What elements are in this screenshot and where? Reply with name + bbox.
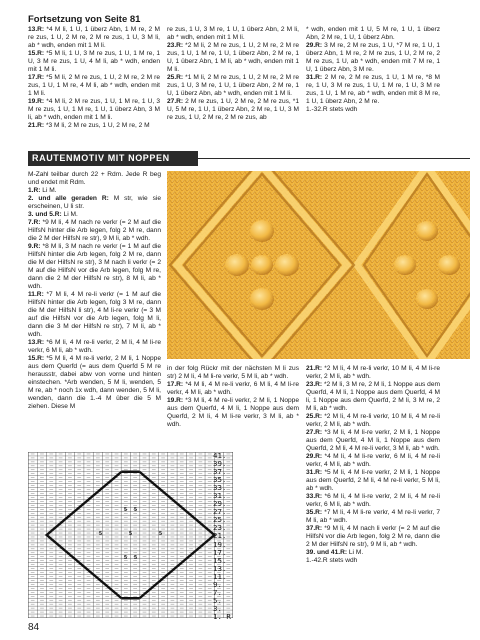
instruction-paragraph xyxy=(306,509,440,525)
bobble-symbol: 5 xyxy=(159,531,162,537)
row-instruction-text: *2 M li, 4 M re-li verkr, 10 M li, 4 M li-re verkr, 2 M li, ab * wdh. xyxy=(306,365,440,380)
instruction-paragraph xyxy=(28,219,161,243)
row-instruction-text: *5 M li, 1 U, 3 M re zus, 1 U, 1 M re, 1 U, 3 M re zus, 1 U, 4 M li, ab * wdh, enden mit 1 M li. xyxy=(28,50,160,73)
chart-row-label: 9. xyxy=(213,579,222,589)
knitting-chart xyxy=(28,452,233,618)
section-title: RAUTENMOTIV MIT NOPPEN xyxy=(28,151,198,166)
row-instruction-text: in der folg Rückr mit der nächsten M li zus str) 2 M li, 4 M li-re verkr, 5 M li, ab * wdh. xyxy=(167,365,299,380)
row-label: 23.R: xyxy=(306,381,323,388)
bobble-symbol: 5 xyxy=(129,531,132,537)
row-instruction-text: Li M. xyxy=(61,211,78,218)
instruction-paragraph xyxy=(167,397,299,429)
row-instruction-text: 2 M re, 2 M re zus, 1 U, 1 M re, *8 M re, 1 U, 3 M re zus, 1 U, 1 M re, 1 U, 3 M re zus, 1 U, 1 M re, ab * wdh, enden mit 8 M re, 1 U, 1 überz Abn, 2 M re. xyxy=(306,74,440,105)
row-label: 31.R: xyxy=(306,74,323,81)
instruction-paragraph xyxy=(28,243,161,291)
instruction-paragraph xyxy=(28,355,161,411)
instruction-paragraph xyxy=(167,365,299,381)
instruction-paragraph xyxy=(306,106,440,114)
row-instruction-text: * wdh, enden mit 1 U, 5 M re, 1 U, 1 überz Abn, 2 M re, 1 U, 1 überz Abn. xyxy=(306,26,440,41)
chart-row-label: 19. xyxy=(213,539,227,549)
instruction-paragraph xyxy=(306,42,440,74)
row-label: 27.R: xyxy=(306,429,323,436)
bobble-symbol: 5 xyxy=(124,507,127,513)
text-column-instructions-3 xyxy=(306,365,440,627)
instruction-paragraph xyxy=(28,122,160,130)
instruction-paragraph xyxy=(167,98,299,122)
row-instruction-text: *7 M li, 4 M li-re verkr, 4 M re-li verkr, 7 M li, ab * wdh. xyxy=(306,509,440,524)
row-label: 15.R: xyxy=(28,355,45,362)
instruction-paragraph xyxy=(167,42,299,74)
row-label: 29.R: xyxy=(306,453,323,460)
text-column-top-1 xyxy=(28,26,160,146)
row-instruction-text: Li M. xyxy=(40,187,57,194)
instruction-paragraph xyxy=(306,365,440,381)
row-label: 31.R: xyxy=(306,469,323,476)
row-instruction-text: 3 M re, 2 M re zus, 1 U, *7 M re, 1 U, 1 überz Abn, 1 M re, 2 M re zus, 1 U, 2 M re, 2 M re zus, 1 U, ab * wdh, enden mit 7 M re, 1 U, 1 überz Abn, 3 M re. xyxy=(306,42,440,73)
instruction-paragraph xyxy=(306,381,440,413)
row-instruction-text: *8 M li, 3 M nach re verkr (= 1 M auf die HilfsN hinter die Arb legen, folg 2 M re, dann die M der HilfsN re str), 3 M nach li verkr (= 2 M auf die HilfsN vor die Arb legen, folg M re, dann die 2 M der HilfsN re str), 8 M li, ab * wdh. xyxy=(28,243,161,290)
row-label: 23.R: xyxy=(167,42,184,49)
instruction-paragraph xyxy=(28,74,160,98)
chart-row-label: 23. xyxy=(213,523,227,533)
row-label: 1.R: xyxy=(28,187,41,194)
chart-row-label: 33. xyxy=(213,483,227,493)
swatch-image xyxy=(167,171,470,359)
row-label: 11.R: xyxy=(28,291,44,298)
row-instruction-text: *2 M li, 3 M re, 2 M li, 1 Noppe aus dem Querfd, 4 M li, 1 Noppe aus dem Querfd, 4 M li, 1 Noppe aus dem Querfd, 2 M li, 3 M re, 2 M li, ab * wdh. xyxy=(306,381,440,412)
instruction-paragraph xyxy=(167,26,299,42)
text-column-top-2 xyxy=(167,26,299,146)
bobble-symbol: 5 xyxy=(124,555,127,561)
instruction-paragraph xyxy=(28,187,161,195)
chart-row-label: 27. xyxy=(213,507,227,517)
chart-row-label: 13. xyxy=(213,563,227,573)
instruction-paragraph xyxy=(28,195,161,211)
row-label: 15.R: xyxy=(28,50,45,57)
instruction-paragraph xyxy=(306,525,440,549)
chart-row-label: 1. R xyxy=(213,611,231,621)
chart-row-label: 37. xyxy=(213,467,227,477)
row-label: 13.R: xyxy=(28,339,45,346)
text-column-instructions-2 xyxy=(167,365,299,449)
chart-row-label: 41. xyxy=(213,451,227,460)
row-label: 9.R: xyxy=(28,243,41,250)
bobble-symbol: 5 xyxy=(99,531,102,537)
instruction-paragraph xyxy=(306,469,440,493)
instruction-paragraph xyxy=(28,50,160,74)
row-instruction-text: re zus, 1 U, 3 M re, 1 U, 1 überz Abn, 2 M li, ab * wdh, enden mit 1 M li. xyxy=(167,26,299,41)
chart-row-label: 3. xyxy=(213,603,222,613)
row-instruction-text: *2 M li, 4 M re-li verkr, 10 M li, 4 M re-li verkr, 2 M li, ab * wdh. xyxy=(306,413,440,428)
row-instruction-text: *5 M li, 4 M li-re verkr, 2 M li, 1 Noppe aus dem Querfd, 2 M li, 4 M re-li verkr, 5 M li, ab * wdh. xyxy=(306,469,440,492)
row-label: 39. und 41.R: xyxy=(306,549,348,556)
row-instruction-text: *6 M li, 4 M li-re verkr, 2 M li, 4 M re-li verkr, 6 M li, ab * wdh. xyxy=(306,493,440,508)
row-instruction-text: *6 M li, 4 M re-li verkr, 2 M li, 4 M li-re verkr, 6 M li, ab * wdh. xyxy=(28,339,161,354)
row-label: 19.R: xyxy=(28,98,45,105)
row-instruction-text: *1 M li, 2 M re zus, 1 U, 2 M re, 2 M re zus, 1 U, 3 M re, 1 U, 1 überz Abn, 2 M re, 1 U, 1 überz Abn, ab * wdh, enden mit 1 M li. xyxy=(167,74,299,97)
row-label: 35.R: xyxy=(306,509,323,516)
knitted-swatch-photo xyxy=(167,171,470,359)
instruction-paragraph xyxy=(28,211,161,219)
row-label: 33.R: xyxy=(306,493,323,500)
row-label: 17.R: xyxy=(28,74,45,81)
chart-row-label: 31. xyxy=(213,491,227,501)
row-instruction-text: *5 M li, 2 M re zus, 1 U, 2 M re, 2 M re zus, 1 U, 1 M re, 4 M li, ab * wdh, enden mit 1 M li. xyxy=(28,74,160,97)
row-instruction-text: 1.-32.R stets wdh xyxy=(306,106,358,113)
chart-row-label: 17. xyxy=(213,547,227,557)
row-label: 25.R: xyxy=(167,74,184,81)
row-instruction-text: *3 M li, 4 M li-re verkr, 2 M li, 1 Noppe aus dem Querfd, 4 M li, 1 Noppe aus dem Querfd, 2 M li, 4 M re-li verkr, 3 M li, ab * wdh. xyxy=(306,429,440,452)
chart-row-numbers xyxy=(213,452,243,622)
row-label: 19.R: xyxy=(167,397,184,404)
row-instruction-text: *4 M li, 1 U, 1 überz Abn, 1 M re, 2 M re zus, 1 U, 2 M re, 2 M re zus, 1 U, 3 M li, ab * wdh, enden mit 1 M li. xyxy=(28,26,160,49)
instruction-paragraph xyxy=(306,549,440,557)
bobble-symbol: 5 xyxy=(134,507,137,513)
row-label: 2. und alle geraden R: xyxy=(28,195,109,202)
text-column-instructions-1 xyxy=(28,171,161,449)
row-instruction-text: 2 M re zus, 1 U, 2 M re, 2 M re zus, *1 U, 5 M re, 1 U, 1 überz Abn, 2 M re, 1 U, 3 M re zus, 1 U, 2 M re, 2 M re zus, ab xyxy=(167,98,299,121)
chart-row-label: 11. xyxy=(213,571,227,581)
row-label: 7.R: xyxy=(28,219,41,226)
row-label: 37.R: xyxy=(306,525,323,532)
row-instruction-text: M str, wie sie erscheinen, U li str. xyxy=(28,195,161,210)
row-label: 21.R: xyxy=(306,365,323,372)
instruction-paragraph xyxy=(167,74,299,98)
row-instruction-text: *4 M li, 4 M li-re verkr, 6 M li, 4 M re-li verkr, 4 M li, ab * wdh. xyxy=(306,453,440,468)
instruction-paragraph xyxy=(167,381,299,397)
row-instruction-text: *2 M li, 2 M re zus, 1 U, 2 M re, 2 M re zus, 1 U, 1 M re, 1 U, 1 überz Abn, 2 M re, 1 U, 1 überz Abn, 1 M li, ab * wdh, enden mit 1 M li. xyxy=(167,42,299,73)
instruction-paragraph xyxy=(28,339,161,355)
chart-row-label: 25. xyxy=(213,515,227,525)
row-label: 3. und 5.R: xyxy=(28,211,62,218)
page-number: 84 xyxy=(28,622,40,633)
instruction-paragraph xyxy=(306,74,440,106)
instruction-paragraph xyxy=(28,98,160,122)
chart-row-label: 7. xyxy=(213,587,222,597)
row-instruction-text: *3 M li, 2 M re zus, 1 U, 2 M re, 2 M xyxy=(44,122,150,129)
chart-row-label: 29. xyxy=(213,499,227,509)
instruction-paragraph xyxy=(306,557,440,565)
row-label: 29.R: xyxy=(306,42,323,49)
chart-row-label: 35. xyxy=(213,475,227,485)
row-label: 13.R: xyxy=(28,26,45,33)
row-label: 27.R: xyxy=(167,98,184,105)
row-instruction-text: *9 M li, 4 M nach li verkr (= 2 M auf die HilfsN vor die Arb legen, folg 2 M re, dann die 2 M der HilfsN re str), 9 M li, ab * wdh. xyxy=(306,525,440,548)
row-instruction-text: *4 M li, 4 M re-li verkr, 6 M li, 4 M li-re verkr, 4 M li, ab * wdh. xyxy=(167,381,299,396)
row-instruction-text: M-Zahl teilbar durch 22 + Rdm. Jede R beg und endet mit Rdm. xyxy=(28,171,161,186)
instruction-paragraph xyxy=(28,26,160,50)
row-instruction-text: *7 M li, 4 M re-li verkr (= 1 M auf die HilfsN hinter die Arb legen, folg 3 M re, dann die M der HilfsN li str), 4 M li-re verkr (= 3 M auf die HilfsN vor die Arb legen, folg M li, dann die 3 M der HilfsN re str), 7 M li, ab * wdh. xyxy=(28,291,161,338)
row-label: 25.R: xyxy=(306,413,323,420)
instruction-paragraph xyxy=(28,171,161,187)
row-instruction-text: *5 M li, 4 M re-li verkr, 2 M li, 1 Noppe aus dem Querfd (= aus dem Querfd 5 M re herausstr, dabei abw von vorne und hinten einstechen. *Arb wenden, 5 M li, wenden, 5 M re, ab * noch 1x wdh, dann wenden, 5 M li, wenden, dann die 1.-4 M über die 5 M ziehen. Diese M xyxy=(28,355,161,410)
section-divider xyxy=(198,158,470,159)
chart-row-label: 21. xyxy=(213,531,227,541)
row-instruction-text: *9 M li, 4 M nach re verkr (= 2 M auf die HilfsN hinter die Arb legen, folg 2 M re, dann die 2 M der HilfsN re str), 9 M li, ab * wdh. xyxy=(28,219,161,242)
instruction-paragraph xyxy=(306,493,440,509)
row-instruction-text: *4 M li, 2 M re zus, 1 U, 1 M re, 1 U, 3 M re zus, 1 U, 1 M re, 1 U, 1 überz Abn, 3 M li, ab * wdh, enden mit 1 M li. xyxy=(28,98,160,121)
row-instruction-text: Li M. xyxy=(347,549,364,556)
row-instruction-text: *3 M li, 4 M re-li verkr, 2 M li, 1 Noppe aus dem Querfd, 4 M li, 1 Noppe aus dem Querfd, 2 M li, 4 M li-re verkr, 3 M li, ab * wdh. xyxy=(167,397,299,428)
instruction-paragraph xyxy=(28,291,161,339)
instruction-paragraph xyxy=(306,429,440,453)
bobble-symbol: 5 xyxy=(134,555,137,561)
instruction-paragraph xyxy=(306,453,440,469)
row-label: 21.R: xyxy=(28,122,45,129)
instruction-paragraph xyxy=(306,26,440,42)
continuation-heading: Fortsetzung von Seite 81 xyxy=(28,14,141,25)
row-label: 17.R: xyxy=(167,381,184,388)
chart-row-label: 39. xyxy=(213,459,227,469)
chart-row-label: 5. xyxy=(213,595,222,605)
chart-row-label: 15. xyxy=(213,555,227,565)
row-instruction-text: 1.-42.R stets wdh xyxy=(306,557,358,564)
text-column-top-3 xyxy=(306,26,440,146)
instruction-paragraph xyxy=(306,413,440,429)
